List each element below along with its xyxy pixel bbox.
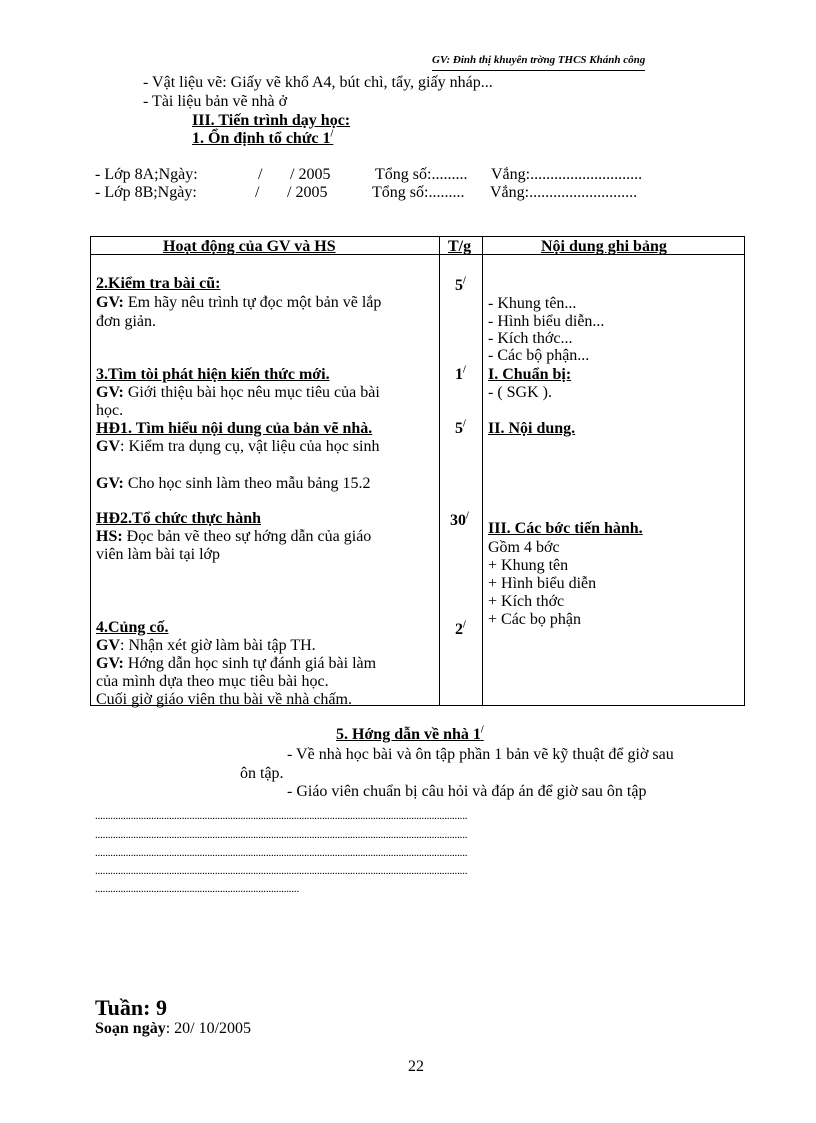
timtoi-title: 3.Tìm tòi phát hiện kiến thức mới. [96,366,330,383]
content-step-5: + Các bọ phận [488,611,581,628]
class-8a-total: Tổng số:......... [375,166,468,183]
dotted-line-1: .................................................................................................................................................. [95,810,468,822]
time-kiemtra: 5/ [455,275,466,294]
class-8a-date: / 2005 [290,166,331,183]
time-cungco: 2/ [455,619,466,638]
class-8b-slash: / [255,184,260,201]
header-content: Nội dung ghi bảng [541,238,667,255]
time-hd1: 5/ [455,418,466,437]
kiemtra-gv-line2: đơn giản. [96,313,157,330]
content-step-1: Gồm 4 bớc [488,539,560,556]
cungco-gv2-line1: GV: Hớng dẫn học sinh tự đánh giá bài làm [96,655,377,672]
content-section-2: II. Nội dung. [488,420,576,437]
content-recall-2: - Hình biểu diễn... [488,313,605,330]
timtoi-gv-line2: học. [96,402,124,419]
page-header: GV: Đinh thị khuyên trờng THCS Khánh công [432,51,645,71]
documents-line: - Tài liệu bản vẽ nhà ở [143,93,288,110]
class-8a-absent: Vắng:............................ [491,166,643,183]
homework-line1: - Về nhà học bài và ôn tập phần 1 bản vẽ kỹ thuật để giờ sau [287,746,674,763]
hd2-hs-line2: viên làm bài tại lớp [96,546,220,563]
homework-title: 5. Hớng dẫn về nhà 1/ [336,724,484,743]
content-step-4: + Kích thớc [488,593,565,610]
time-hd2: 30/ [450,510,469,529]
content-recall-4: - Các bộ phận... [488,347,590,364]
header-time: T/g [448,238,472,255]
class-8b-total: Tổng số:......... [372,184,465,201]
homework-line2: ôn tập. [240,765,284,782]
class-8b-absent: Vắng:........................... [490,184,638,201]
content-recall-3: - Kích thớc... [488,330,573,347]
hd2-hs-line1: HS: Đọc bản vẽ theo sự hớng dẫn của giáo [96,528,372,545]
hd2-title: HĐ2.Tổ chức thực hành [96,510,261,527]
cungco-gv1: GV: Nhận xét giờ làm bài tập TH. [96,637,316,654]
section-3-heading: III. Tiến trình dạy học: [192,112,351,129]
class-8a-slash: / [258,166,263,183]
section-1-heading: 1. Ổn định tổ chức 1/ [192,128,334,147]
content-steps-title: III. Các bớc tiến hành. [488,520,643,537]
content-recall-1: - Khung tên... [488,295,577,312]
table-col-divider-1 [439,237,440,705]
time-timtoi: 1/ [455,364,466,383]
hd1-gv1: GV: Kiểm tra dụng cụ, vật liệu của học sinh [96,438,380,455]
table-col-divider-2 [482,237,483,705]
content-prep-title: I. Chuẩn bị: [488,366,572,383]
week-label: Tuần: 9 [95,995,167,1020]
dotted-line-5: ................................................................................ [95,883,300,895]
hd1-gv2: GV: Cho học sinh làm theo mẫu bảng 15.2 [96,475,371,492]
class-8b-date: / 2005 [287,184,328,201]
class-8b-label: - Lớp 8B;Ngày: [95,184,197,201]
content-step-3: + Hình biểu diễn [488,575,597,592]
dotted-line-2: .................................................................................................................................................. [95,829,468,841]
timtoi-gv-line1: GV: Giới thiệu bài học nêu mục tiêu của bài [96,384,380,401]
cungco-gv2-line2: của mình dựa theo mục tiêu bài học. [96,673,329,690]
cungco-gv2-line3: Cuối giờ giáo viên thu bài về nhà chấm. [96,691,352,708]
dotted-line-3: .................................................................................................................................................. [95,847,468,859]
prep-date: Soạn ngày: 20/ 10/2005 [95,1020,252,1037]
class-8a-label: - Lớp 8A;Ngày: [95,166,198,183]
lesson-table [90,236,745,706]
materials-line: - Vật liệu vẽ: Giấy vẽ khổ A4, bút chì, tẩy, giấy nháp... [143,74,493,91]
header-activity: Hoạt động của GV và HS [163,238,336,255]
content-prep-item: - ( SGK ). [488,384,552,401]
cungco-title: 4.Củng cố. [96,619,169,636]
kiemtra-gv-line1: GV: Em hãy nêu trình tự đọc một bản vẽ lắp [96,294,382,311]
content-step-2: + Khung tên [488,557,569,574]
kiemtra-title: 2.Kiểm tra bài cũ: [96,275,221,292]
hd1-title: HĐ1. Tìm hiểu nội dung của bản vẽ nhà. [96,420,373,437]
dotted-line-4: .................................................................................................................................................. [95,865,468,877]
page-number: 22 [408,1058,424,1075]
homework-line3: - Giáo viên chuẩn bị câu hỏi và đáp án để giờ sau ôn tập [287,783,647,800]
